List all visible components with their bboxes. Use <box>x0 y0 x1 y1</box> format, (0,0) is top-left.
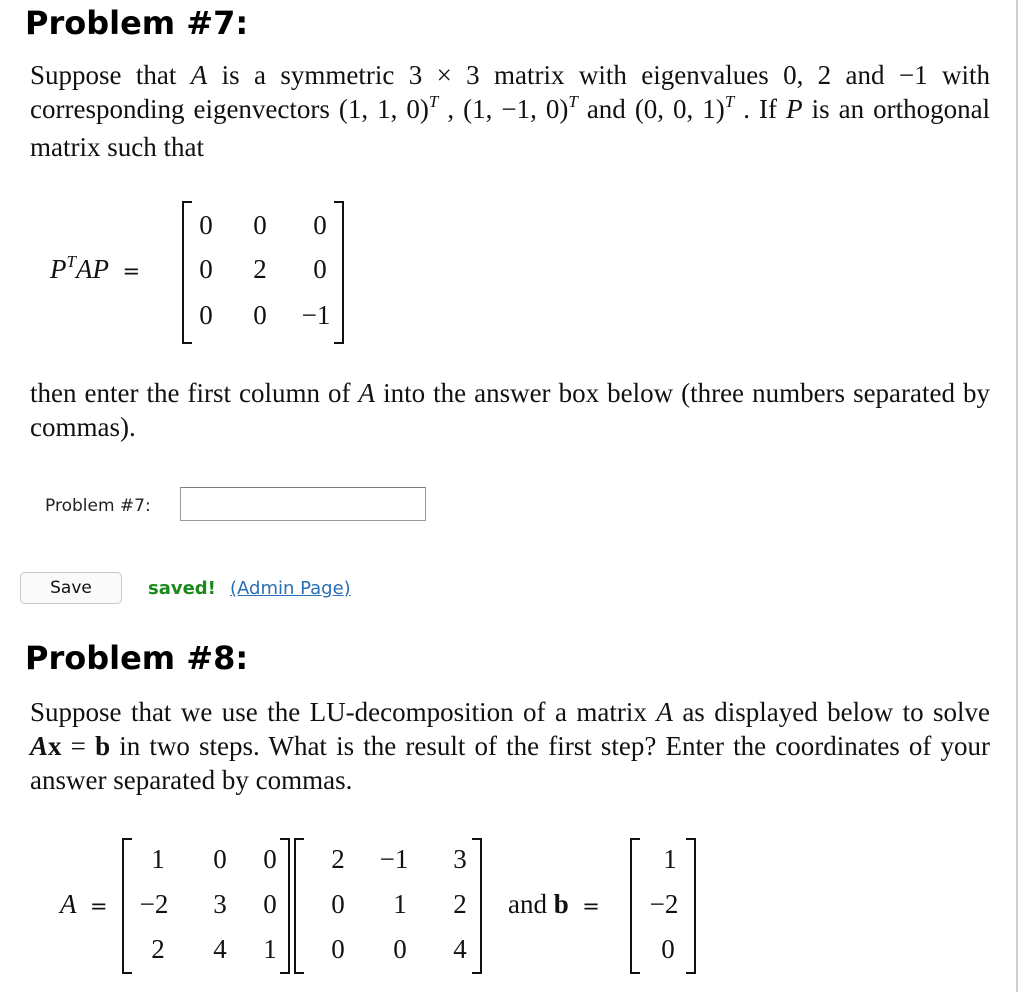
matrix-cell: 4 <box>213 934 227 964</box>
answer-input[interactable] <box>180 487 426 521</box>
matrix-cell: 0 <box>393 934 407 964</box>
matrix-cell: 0 <box>331 934 345 964</box>
matrix-cell: 3 <box>453 844 467 874</box>
matrix-cell: 0 <box>253 300 267 330</box>
matrix-cell: 0 <box>199 254 213 284</box>
matrix-cell: 0 <box>313 254 327 284</box>
matrix-cell: 3 <box>213 889 227 919</box>
vector-b <box>630 838 696 974</box>
problem-7-equation-lhs: $P^TAP$ = <box>50 252 141 284</box>
matrix-cell: 0 <box>213 844 227 874</box>
vector-cell: −2 <box>649 889 679 919</box>
matrix-cell: 2 <box>453 889 467 919</box>
and-b-label: and b = <box>508 889 600 919</box>
matrix-cell: 0 <box>263 889 277 919</box>
page-right-border <box>1016 0 1018 992</box>
matrix-cell: −2 <box>139 889 169 919</box>
matrix-cell: 1 <box>263 934 277 964</box>
problem-8-heading: Problem #8: <box>25 639 249 677</box>
matrix-cell: 0 <box>263 844 277 874</box>
matrix-cell: 2 <box>331 844 345 874</box>
matrix-cell: 0 <box>331 889 345 919</box>
matrix-cell: 0 <box>313 210 327 240</box>
problem-8-statement: Suppose that we use the LU-decomposition of a matrix A as displayed below to solve Ax = b in two steps. What is the result of the first step? Enter the coordinates of your answer separated by commas. <box>30 697 991 795</box>
matrix-cell: 1 <box>393 889 407 919</box>
problem-8-equation-lhs: A = <box>60 889 108 919</box>
upper-triangular-matrix-U <box>294 838 482 974</box>
answer-label: Problem #7: <box>45 496 151 516</box>
lower-triangular-matrix-L <box>122 838 290 974</box>
problem-7-diagonal-matrix <box>182 201 344 344</box>
problem-7-heading: Problem #7: <box>25 4 249 42</box>
admin-page-link[interactable]: (Admin Page) <box>230 578 351 599</box>
matrix-cell: 4 <box>453 934 467 964</box>
vector-cell: 0 <box>661 934 675 964</box>
matrix-cell: 0 <box>199 210 213 240</box>
matrix-cell: −1 <box>301 300 331 330</box>
vector-cell: 1 <box>663 844 677 874</box>
matrix-cell: 0 <box>199 300 213 330</box>
problem-7-statement: Suppose that A is a symmetric 3 × 3 matrix with eigenvalues 0, 2 and −1 with corresponding eigenvectors (1, 1, 0)$^T$ , (1, −1, 0)$^T$ and (0, 0, 1)$^T$ . If P is an orthogonal matrix such that <box>30 60 991 162</box>
problem-7-instruction: then enter the first column of A into the answer box below (three numbers separated by commas). <box>30 378 991 442</box>
matrix-cell: 2 <box>253 254 267 284</box>
matrix-cell: 1 <box>151 844 165 874</box>
saved-status: saved! <box>148 578 216 599</box>
matrix-cell: 0 <box>253 210 267 240</box>
save-button[interactable]: Save <box>20 572 122 604</box>
matrix-cell: −1 <box>379 844 409 874</box>
matrix-cell: 2 <box>151 934 165 964</box>
